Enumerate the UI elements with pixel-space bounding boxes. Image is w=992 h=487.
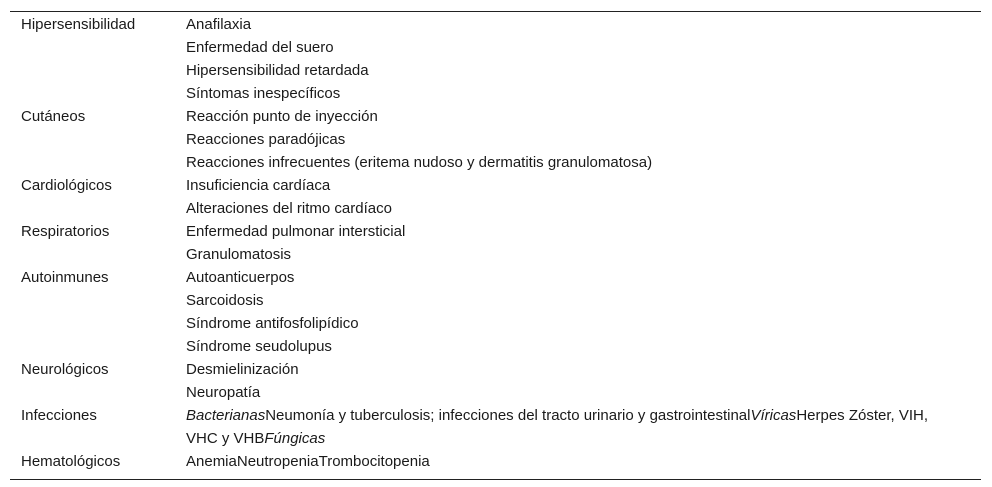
- category-cell: [10, 36, 186, 59]
- item-cell: [186, 82, 981, 105]
- table-row: [10, 105, 981, 128]
- table-row: [10, 128, 981, 151]
- item-text: Reacción punto de inyección: [186, 108, 378, 125]
- item-text: Granulomatosis: [186, 246, 292, 263]
- item-text: Desmielinización: [186, 361, 299, 378]
- item-cell: [186, 105, 981, 128]
- category-cell: [10, 59, 186, 82]
- category-cell: Infecciones: [21, 407, 97, 424]
- item-cell: [186, 128, 981, 151]
- category-cell: [10, 289, 186, 312]
- item-text: Síndrome seudolupus: [186, 338, 332, 355]
- category-cell: Hipersensibilidad: [21, 16, 136, 33]
- table-body: [10, 13, 981, 473]
- category-cell: [10, 381, 186, 404]
- item-text: Herpes Zóster, VIH, VHC y VHB: [186, 407, 929, 447]
- item-cell: [186, 243, 981, 266]
- item-text: Neumonía y tuberculosis; infecciones del tracto urinario y gastrointestinal: [265, 407, 751, 424]
- item-cell: [186, 358, 981, 381]
- category-cell: [10, 243, 186, 266]
- item-text: Enfermedad del suero: [186, 39, 334, 56]
- table-row: [10, 243, 981, 266]
- item-text: Sarcoidosis: [186, 292, 264, 309]
- item-cell: [186, 197, 981, 220]
- table-row: [10, 312, 981, 335]
- item-text: Insuficiencia cardíaca: [186, 177, 331, 194]
- item-subheading: Fúngicas: [264, 430, 326, 447]
- adverse-effects-table: [10, 11, 981, 480]
- item-text: Anemia: [186, 453, 237, 470]
- table-row: [10, 404, 981, 450]
- item-text: Reacciones paradójicas: [186, 131, 346, 148]
- item-cell: [186, 381, 981, 404]
- item-cell: [186, 36, 981, 59]
- category-cell: [10, 197, 186, 220]
- item-text: Neuropatía: [186, 384, 261, 401]
- item-text: Anafilaxia: [186, 16, 252, 33]
- category-cell: [10, 335, 186, 358]
- category-cell: Autoinmunes: [21, 269, 109, 286]
- table-row: [10, 151, 981, 174]
- table-row: [10, 197, 981, 220]
- category-cell: Cutáneos: [21, 108, 86, 125]
- item-cell: [186, 13, 981, 36]
- category-cell: Hematológicos: [21, 453, 121, 470]
- category-cell: Cardiológicos: [21, 177, 112, 194]
- item-text: Autoanticuerpos: [186, 269, 295, 286]
- table-row: [10, 358, 981, 381]
- category-cell: [10, 128, 186, 151]
- category-cell: [10, 312, 186, 335]
- category-cell: [10, 151, 186, 174]
- item-text: Síntomas inespecíficos: [186, 85, 341, 102]
- item-cell: [186, 450, 981, 473]
- item-cell: [186, 220, 981, 243]
- category-cell: Neurológicos: [21, 361, 109, 378]
- item-subheading: Bacterianas: [186, 407, 266, 424]
- item-text: Neutropenia: [236, 453, 319, 470]
- table-row: [10, 220, 981, 243]
- item-subheading: Víricas: [750, 407, 797, 424]
- item-cell: [186, 335, 981, 358]
- table-row: [10, 13, 981, 36]
- category-cell: Respiratorios: [21, 223, 110, 240]
- table-row: [10, 82, 981, 105]
- item-cell: [186, 404, 981, 450]
- item-text: Enfermedad pulmonar intersticial: [186, 223, 406, 240]
- item-cell: [186, 151, 981, 174]
- item-cell: [186, 312, 981, 335]
- item-cell: [186, 174, 981, 197]
- table-row: [10, 36, 981, 59]
- item-text: Alteraciones del ritmo cardíaco: [186, 200, 392, 217]
- item-cell: [186, 59, 981, 82]
- table-row: [10, 381, 981, 404]
- item-text: Trombocitopenia: [318, 453, 430, 470]
- item-cell: [186, 266, 981, 289]
- table-row: [10, 174, 981, 197]
- table-row: [10, 266, 981, 289]
- category-cell: [10, 82, 186, 105]
- table-row: [10, 59, 981, 82]
- table-row: [10, 289, 981, 312]
- item-cell: [186, 289, 981, 312]
- item-text: Reacciones infrecuentes (eritema nudoso y dermatitis granulomatosa): [186, 154, 653, 171]
- table-row: [10, 450, 981, 473]
- item-text: Síndrome antifosfolipídico: [186, 315, 359, 332]
- table-row: [10, 335, 981, 358]
- item-text: Hipersensibilidad retardada: [186, 62, 369, 79]
